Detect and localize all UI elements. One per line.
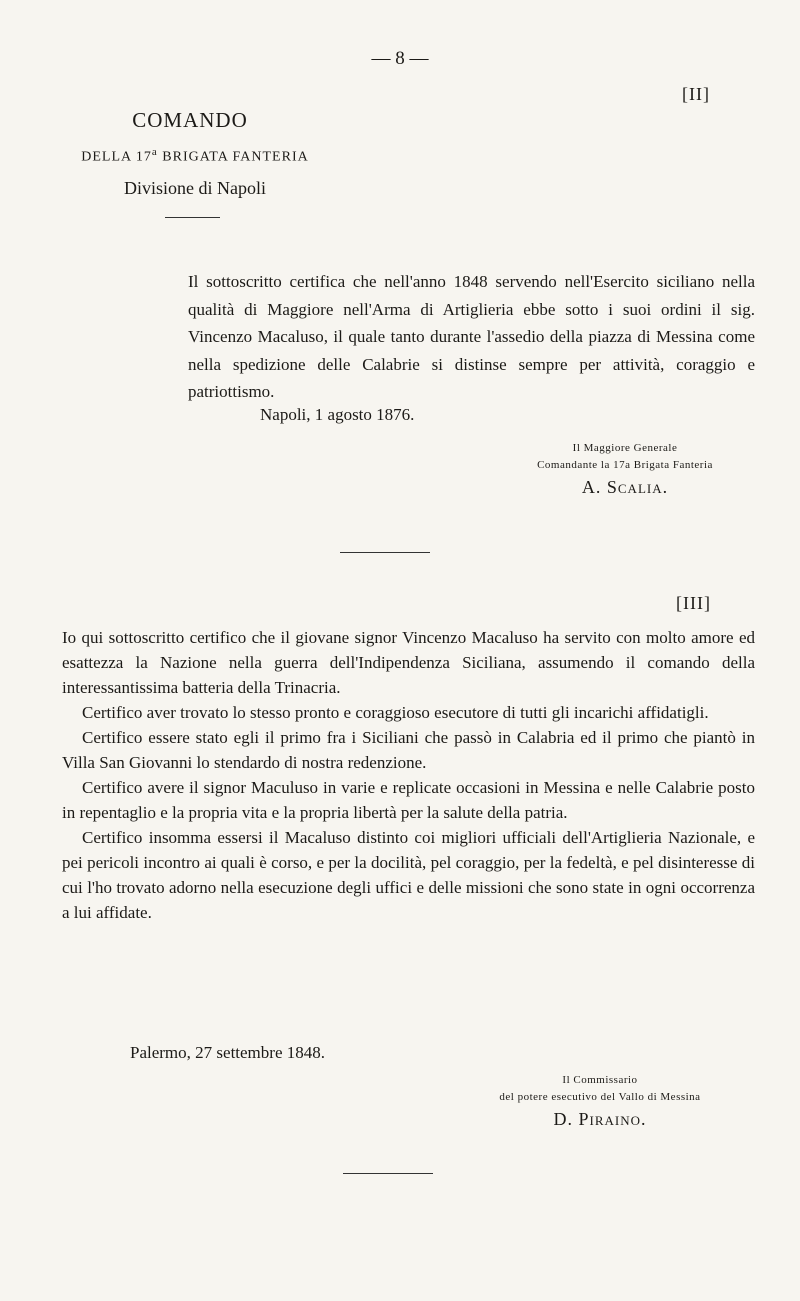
header-brigata-sup: a <box>151 146 158 158</box>
certificate-iii-date: Palermo, 27 settembre 1848. <box>130 1043 325 1062</box>
page-number: — 8 — <box>371 48 429 69</box>
certificate-ii-body: Il sottoscritto certifica che nell'anno 1848 servendo nell'Esercito siciliano nella qualità di Maggiore nell'Arma di Artiglieria ebbe sotto i suoi ordini il sig. Vincenzo Macaluso, il quale tanto durante l'assedio della piazza di Messina come nella spedizione delle Calabrie si distinse sempre per attività, coraggio e patriottismo. <box>188 272 755 401</box>
header-divider <box>165 217 220 218</box>
document-number-iii: [III] <box>676 593 711 613</box>
certificate-iii-paragraph: Certifico essere stato egli il primo fra i Siciliani che passò in Calabria ed il primo che piantò in Villa San Giovanni lo stendardo di nostra redenzione. <box>62 728 755 772</box>
header-divisione: Divisione di Napoli <box>124 178 266 198</box>
header-comando: COMANDO <box>132 108 248 132</box>
certificate-ii-date: Napoli, 1 agosto 1876. <box>260 405 415 424</box>
certificate-iii-paragraph: Certifico insomma essersi il Macaluso distinto coi migliori ufficiali dell'Artiglieria Nazionale, e pei pericoli incontro ai quali è corso, e per la docilità, pel coraggio, per la fedeltà, e pel disinteresse di cui l'ho trovato adorno nella esecuzione degli uffici e delle missioni che sono state in ogni occorrenza a lui affidate. <box>62 828 755 922</box>
closing-divider <box>343 1173 433 1174</box>
signature-name: A. Scalia. <box>581 477 669 497</box>
signature-role-line1: Il Commissario <box>562 1074 638 1086</box>
document-number-ii: [II] <box>682 84 710 104</box>
signature-name: D. Piraino. <box>553 1109 647 1129</box>
signature-role-line1: Il Maggiore Generale <box>572 442 678 454</box>
certificate-iii-paragraph: Certifico avere il signor Maculuso in varie e replicate occasioni in Messina e nelle Calabrie posto in repentaglio e la propria vita e la propria libertà per la salute della patria. <box>62 778 755 822</box>
section-divider <box>340 552 430 553</box>
signature-block-iii <box>430 1072 770 1130</box>
certificate-iii-body <box>62 625 755 925</box>
signature-role-line2: del potere esecutivo del Vallo di Messina <box>499 1091 701 1103</box>
signature-block-ii <box>475 440 775 498</box>
header-brigata-suffix: BRIGATA FANTERIA <box>157 149 309 165</box>
certificate-iii-paragraph: Certifico aver trovato lo stesso pronto e coraggioso esecutore di tutti gli incarichi affidatigli. <box>82 703 709 722</box>
certificate-iii-paragraph: Io qui sottoscritto certifico che il giovane signor Vincenzo Macaluso ha servito con molto amore ed esattezza la Nazione nella guerra dell'Indipendenza Siciliana, assumendo il comando della interessantissima batteria della Trinacria. <box>62 628 755 697</box>
header-brigata <box>55 146 335 166</box>
header-brigata-prefix: DELLA 17 <box>81 149 152 165</box>
signature-role-line2: Comandante la 17a Brigata Fanteria <box>537 459 713 471</box>
